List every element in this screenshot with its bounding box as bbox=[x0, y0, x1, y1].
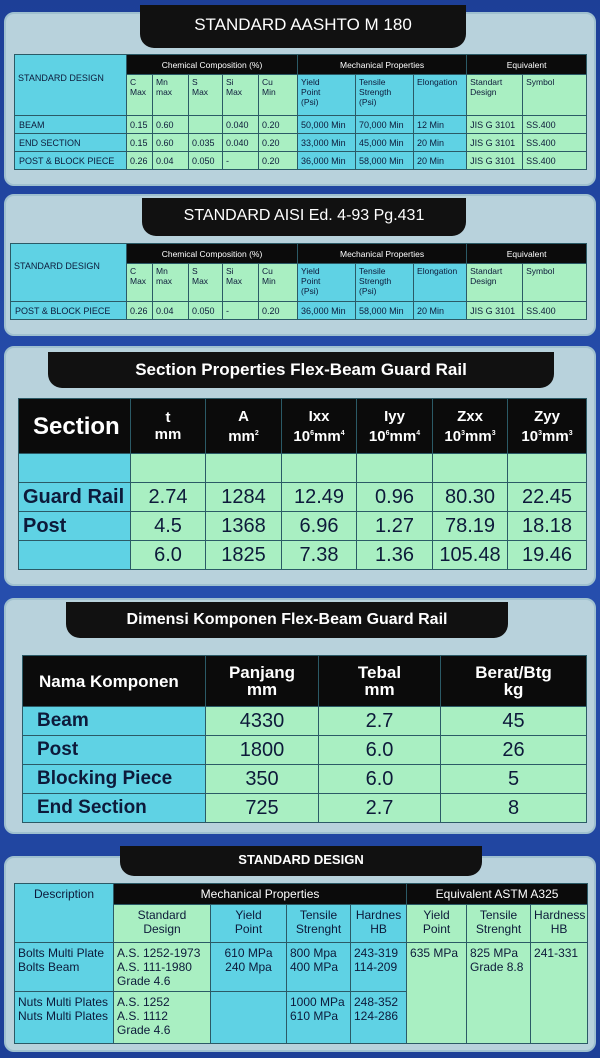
group-header: Equivalent bbox=[467, 55, 587, 75]
table-cell: 6.0 bbox=[131, 541, 206, 570]
column-header bbox=[357, 399, 433, 454]
table-cell bbox=[433, 454, 508, 483]
table-cell: 0.26 bbox=[127, 302, 153, 320]
column-header: Hardness HB bbox=[531, 905, 588, 943]
column-header: Hardnes HB bbox=[351, 905, 407, 943]
table-cell bbox=[282, 454, 357, 483]
table-cell: 36,000 Min bbox=[298, 152, 356, 170]
table-row bbox=[19, 483, 587, 512]
column-header: Symbol bbox=[523, 75, 587, 116]
table-cell: JIS G 3101 bbox=[467, 302, 523, 320]
header-unit: 10 bbox=[444, 427, 462, 445]
column-header: Standard Design bbox=[114, 905, 211, 943]
table-cell: 78.19 bbox=[433, 512, 508, 541]
column-header: Symbol bbox=[523, 264, 587, 302]
table-cell: A.S. 1252-1973 A.S. 111-1980 Grade 4.6 bbox=[114, 943, 211, 992]
table-cell: 1800 bbox=[206, 736, 319, 765]
section-table bbox=[18, 398, 587, 570]
table-cell: 350 bbox=[206, 765, 319, 794]
header-power: 2 bbox=[254, 429, 259, 437]
table-cell: 5 bbox=[441, 765, 587, 794]
table-cell: SS.400 bbox=[523, 302, 587, 320]
dimensi-table bbox=[22, 655, 587, 823]
equivalent-cell: 825 MPa Grade 8.8 bbox=[467, 943, 531, 1044]
design-table bbox=[14, 883, 588, 1044]
row-label: POST & BLOCK PIECE bbox=[15, 152, 127, 170]
table-row bbox=[11, 302, 587, 320]
column-header: Elongation bbox=[414, 264, 467, 302]
header-label: Section bbox=[33, 412, 120, 440]
table-cell bbox=[211, 992, 287, 1044]
column-header: Cu Min bbox=[259, 264, 298, 302]
table-cell: 0.96 bbox=[357, 483, 433, 512]
table-cell: 1.36 bbox=[357, 541, 433, 570]
table-cell: 1000 MPa 610 MPa bbox=[287, 992, 351, 1044]
aisi-title: STANDARD AISI Ed. 4-93 Pg.431 bbox=[142, 198, 466, 236]
table-cell: JIS G 3101 bbox=[467, 134, 523, 152]
table-cell: 243-319 114-209 bbox=[351, 943, 407, 992]
column-header bbox=[508, 399, 587, 454]
stub-header: STANDARD DESIGN bbox=[15, 55, 127, 116]
column-header: Standart Design bbox=[467, 75, 523, 116]
table-cell: JIS G 3101 bbox=[467, 152, 523, 170]
table-cell: 20 Min bbox=[414, 152, 467, 170]
table-cell: 610 MPa 240 Mpa bbox=[211, 943, 287, 992]
table-row bbox=[15, 116, 587, 134]
row-label: Post bbox=[23, 736, 206, 765]
table-cell bbox=[508, 454, 587, 483]
table-cell: 70,000 Min bbox=[356, 116, 414, 134]
table-cell: 0.050 bbox=[189, 302, 223, 320]
table-cell: 1825 bbox=[206, 541, 282, 570]
table-cell: 1368 bbox=[206, 512, 282, 541]
table-cell: 2.7 bbox=[319, 794, 441, 823]
table-cell: - bbox=[223, 152, 259, 170]
table-cell: 12 Min bbox=[414, 116, 467, 134]
table-cell: 725 bbox=[206, 794, 319, 823]
table-cell: 105.48 bbox=[433, 541, 508, 570]
column-header: Tebal mm bbox=[319, 656, 441, 707]
row-label: POST & BLOCK PIECE bbox=[11, 302, 127, 320]
table-cell: 6.96 bbox=[282, 512, 357, 541]
header-unit: mm bbox=[228, 427, 255, 445]
table-cell: 12.49 bbox=[282, 483, 357, 512]
header-symbol: A bbox=[238, 407, 249, 425]
table-cell: 0.20 bbox=[259, 134, 298, 152]
group-header: Mechanical Properties bbox=[298, 55, 467, 75]
header-exponent: 6 bbox=[385, 429, 390, 437]
table-cell: 0.20 bbox=[259, 302, 298, 320]
group-header: Chemical Composition (%) bbox=[127, 55, 298, 75]
row-label: Nuts Multi Plates Nuts Multi Plates bbox=[15, 992, 114, 1044]
table-cell: 2.74 bbox=[131, 483, 206, 512]
table-row bbox=[23, 794, 587, 823]
column-header: Tensile Strenght bbox=[287, 905, 351, 943]
column-header bbox=[433, 399, 508, 454]
column-header bbox=[282, 399, 357, 454]
table-cell: 8 bbox=[441, 794, 587, 823]
table-cell: 2.7 bbox=[319, 707, 441, 736]
column-header bbox=[131, 399, 206, 454]
group-header: Equivalent ASTM A325 bbox=[407, 884, 588, 905]
table-cell: 6.0 bbox=[319, 736, 441, 765]
table-row bbox=[23, 765, 587, 794]
header-exponent: 6 bbox=[310, 429, 314, 437]
table-cell: 0.20 bbox=[259, 152, 298, 170]
column-header: S Max bbox=[189, 75, 223, 116]
column-header: Panjang mm bbox=[206, 656, 319, 707]
table-cell: 0.15 bbox=[127, 116, 153, 134]
equivalent-cell: 241-331 bbox=[531, 943, 588, 1044]
column-header: C Max bbox=[127, 75, 153, 116]
table-cell: 0.26 bbox=[127, 152, 153, 170]
table-cell: 7.38 bbox=[282, 541, 357, 570]
column-header: S Max bbox=[189, 264, 223, 302]
column-header: Nama Komponen bbox=[23, 656, 206, 707]
header-unit: mm bbox=[154, 426, 182, 443]
row-label bbox=[19, 541, 131, 570]
group-header: Mechanical Properties bbox=[114, 884, 407, 905]
row-label: Beam bbox=[23, 707, 206, 736]
column-header: Berat/Btg kg bbox=[441, 656, 587, 707]
table-cell: 248-352 124-286 bbox=[351, 992, 407, 1044]
table-cell: 0.20 bbox=[259, 116, 298, 134]
table-row bbox=[15, 943, 588, 992]
row-label: BEAM bbox=[15, 116, 127, 134]
column-header: Mn max bbox=[153, 264, 189, 302]
table-cell: 58,000 Min bbox=[356, 302, 414, 320]
row-label bbox=[19, 454, 131, 483]
table-cell: 22.45 bbox=[508, 483, 587, 512]
table-cell bbox=[357, 454, 433, 483]
table-cell: 80.30 bbox=[433, 483, 508, 512]
table-cell: 4330 bbox=[206, 707, 319, 736]
column-header: C Max bbox=[127, 264, 153, 302]
stub-header: STANDARD DESIGN bbox=[11, 244, 127, 302]
table-cell: 6.0 bbox=[319, 765, 441, 794]
table-row bbox=[23, 736, 587, 765]
table-cell: 0.60 bbox=[153, 116, 189, 134]
table-cell: 0.04 bbox=[153, 152, 189, 170]
header-symbol: Zyy bbox=[534, 407, 560, 425]
table-row bbox=[15, 134, 587, 152]
table-cell: 18.18 bbox=[508, 512, 587, 541]
table-cell: 4.5 bbox=[131, 512, 206, 541]
aashto-table bbox=[14, 54, 587, 170]
header-exponent: 3 bbox=[538, 429, 542, 437]
table-cell: 1284 bbox=[206, 483, 282, 512]
table-cell: 36,000 Min bbox=[298, 302, 356, 320]
header-symbol: Ixx bbox=[308, 407, 330, 425]
table-cell: 50,000 Min bbox=[298, 116, 356, 134]
table-cell: 0.035 bbox=[189, 134, 223, 152]
header-unit: 10 bbox=[293, 427, 311, 445]
column-header: Elongation bbox=[414, 75, 467, 116]
row-label: END SECTION bbox=[15, 134, 127, 152]
column-header: Si Max bbox=[223, 75, 259, 116]
header-exponent: 3 bbox=[461, 429, 465, 437]
table-cell: 0.04 bbox=[153, 302, 189, 320]
table-cell: SS.400 bbox=[523, 116, 587, 134]
header-power: 3 bbox=[568, 429, 573, 437]
aashto-title: STANDARD AASHTO M 180 bbox=[140, 5, 466, 48]
table-cell bbox=[206, 454, 282, 483]
table-row bbox=[19, 454, 587, 483]
group-header: Chemical Composition (%) bbox=[127, 244, 298, 264]
dimensi-title: Dimensi Komponen Flex-Beam Guard Rail bbox=[66, 602, 508, 638]
table-cell: 45,000 Min bbox=[356, 134, 414, 152]
header-unit: mm bbox=[465, 427, 492, 445]
table-cell bbox=[189, 116, 223, 134]
table-row bbox=[19, 541, 587, 570]
table-cell: 0.040 bbox=[223, 116, 259, 134]
stub-header: Description bbox=[15, 884, 114, 943]
table-cell: A.S. 1252 A.S. 1112 Grade 4.6 bbox=[114, 992, 211, 1044]
table-cell: 0.60 bbox=[153, 134, 189, 152]
column-header: Si Max bbox=[223, 264, 259, 302]
header-symbol: t bbox=[165, 409, 171, 426]
table-cell: 800 Mpa 400 MPa bbox=[287, 943, 351, 992]
column-header: Cu Min bbox=[259, 75, 298, 116]
column-header: Yield Point bbox=[211, 905, 287, 943]
table-cell: 0.15 bbox=[127, 134, 153, 152]
column-header: Tensile Strength (Psi) bbox=[356, 264, 414, 302]
table-cell: - bbox=[223, 302, 259, 320]
header-unit: mm bbox=[542, 427, 569, 445]
table-cell: 45 bbox=[441, 707, 587, 736]
column-header: Yield Point (Psi) bbox=[298, 264, 356, 302]
table-cell: 58,000 Min bbox=[356, 152, 414, 170]
equivalent-cell: 635 MPa bbox=[407, 943, 467, 1044]
header-power: 4 bbox=[416, 429, 421, 437]
table-cell: 20 Min bbox=[414, 302, 467, 320]
section-title: Section Properties Flex-Beam Guard Rail bbox=[48, 352, 554, 388]
column-header: Tensile Strength (Psi) bbox=[356, 75, 414, 116]
column-header: Mn max bbox=[153, 75, 189, 116]
row-label: Guard Rail bbox=[19, 483, 131, 512]
row-label: Post bbox=[19, 512, 131, 541]
header-power: 4 bbox=[340, 429, 345, 437]
table-cell bbox=[131, 454, 206, 483]
group-header: Equivalent bbox=[467, 244, 587, 264]
row-label: End Section bbox=[23, 794, 206, 823]
aisi-table bbox=[10, 243, 587, 320]
column-header bbox=[19, 399, 131, 454]
column-header bbox=[206, 399, 282, 454]
column-header: Yield Point bbox=[407, 905, 467, 943]
column-header: Yield Point (Psi) bbox=[298, 75, 356, 116]
table-cell: 33,000 Min bbox=[298, 134, 356, 152]
header-power: 3 bbox=[491, 429, 496, 437]
row-label: Blocking Piece bbox=[23, 765, 206, 794]
header-symbol: Zxx bbox=[457, 407, 483, 425]
header-symbol: Iyy bbox=[384, 407, 405, 425]
design-title: STANDARD DESIGN bbox=[120, 846, 482, 876]
header-unit: mm bbox=[314, 427, 341, 445]
table-cell: 0.040 bbox=[223, 134, 259, 152]
row-label: Bolts Multi Plate Bolts Beam bbox=[15, 943, 114, 992]
header-unit: 10 bbox=[521, 427, 539, 445]
table-cell: 1.27 bbox=[357, 512, 433, 541]
group-header: Mechanical Properties bbox=[298, 244, 467, 264]
table-cell: 0.050 bbox=[189, 152, 223, 170]
table-cell: 20 Min bbox=[414, 134, 467, 152]
header-unit: 10 bbox=[368, 427, 386, 445]
table-cell: SS.400 bbox=[523, 152, 587, 170]
table-row bbox=[23, 707, 587, 736]
column-header: Standart Design bbox=[467, 264, 523, 302]
table-cell: 19.46 bbox=[508, 541, 587, 570]
table-row bbox=[19, 512, 587, 541]
header-unit: mm bbox=[389, 427, 417, 445]
table-cell: JIS G 3101 bbox=[467, 116, 523, 134]
column-header: Tensile Strenght bbox=[467, 905, 531, 943]
table-cell: 26 bbox=[441, 736, 587, 765]
table-row bbox=[15, 152, 587, 170]
table-cell: SS.400 bbox=[523, 134, 587, 152]
